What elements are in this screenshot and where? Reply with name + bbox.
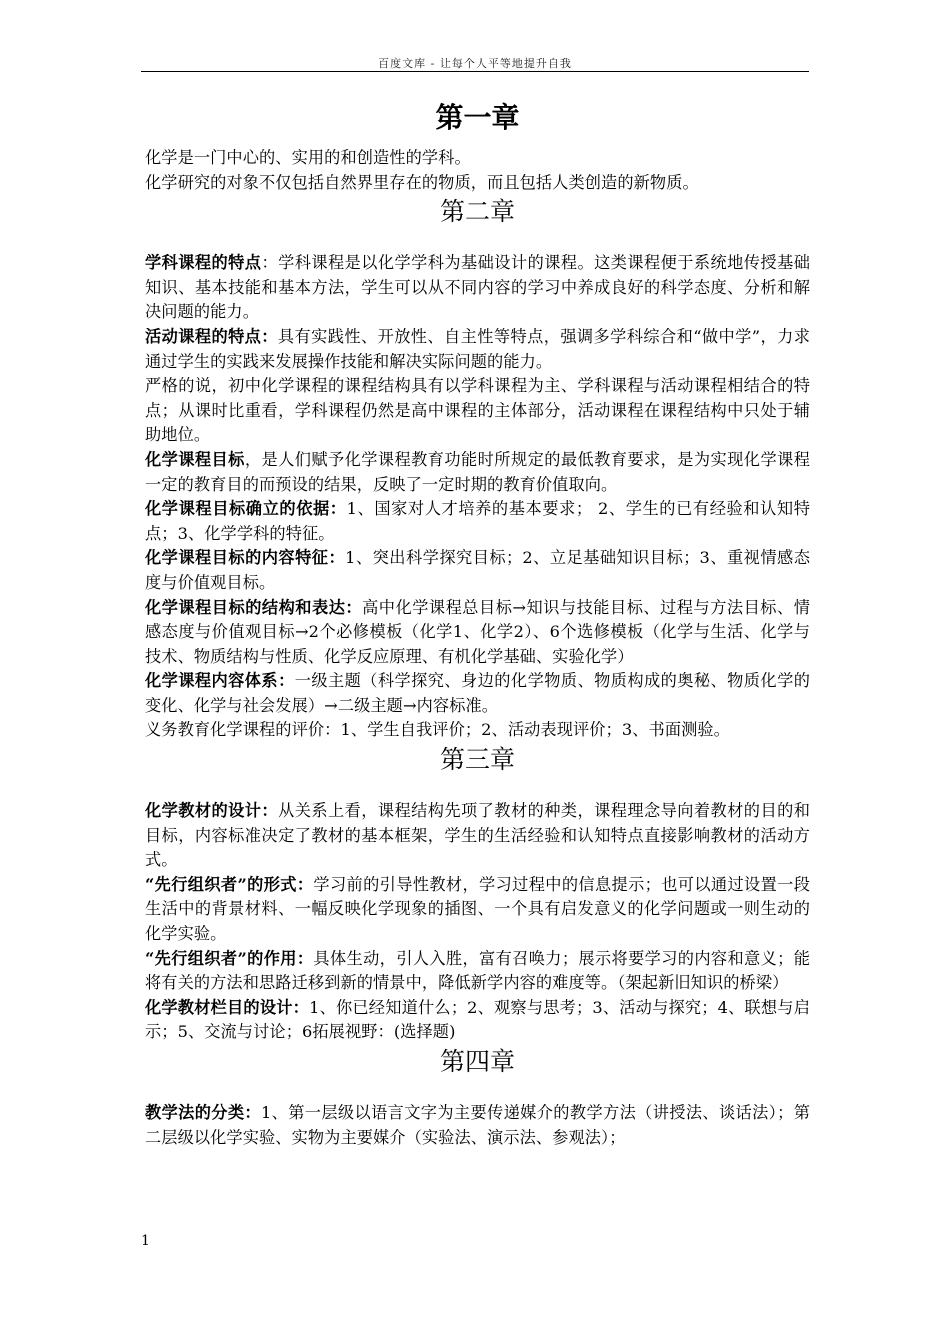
term-text: 一级主题（科学探究、身边的化学物质、物质构成的奥秘、物质化学的变化、化学与社会发展）→二级主题→内容标准。 — [145, 671, 810, 715]
term-text: 高中化学课程总目标→知识与技能目标、过程与方法目标、情感态度与价值观目标→2个必修模板（化学1、化学2）、6个选修模板（化学与生活、化学与技术、物质结构与性质、化学反应原理、有机化学基础、实验化学） — [145, 597, 810, 666]
term-text: 1、第一层级以语言文字为主要传递媒介的教学方法（讲授法、谈话法）；第二层级以化学实验、实物为主要媒介（实验法、演示法、参观法）； — [145, 1103, 810, 1147]
page-header: 百度文库 - 让每个人平等地提升自我 — [378, 57, 572, 70]
ch2-paragraph — [145, 251, 810, 325]
ch2-paragraph — [145, 596, 810, 670]
term-label: 化学教材的设计： — [145, 801, 279, 821]
term-text: 学习前的引导性教材，学习过程中的信息提示；也可以通过设置一段生活中的背景材料、一幅反映化学现象的插图、一个具有启发意义的化学问题或一则生动的化学实验。 — [145, 874, 810, 944]
ch2-paragraph — [145, 546, 810, 595]
term-text: 具体生动，引人入胜，富有召唤力；展示将要学习的内容和意义；能将有关的方法和思路迁移到新的情景中，降低新学内容的难度等。（架起新旧知识的桥梁） — [145, 948, 810, 993]
term-text: ：学科课程是以化学学科为基础设计的课程。这类课程便于系统地传授基础知识、基本技能和基本方法，学生可以从不同内容的学习中养成良好的科学态度、分析和解决问题的能力。 — [145, 253, 810, 322]
term-label: 学科课程的特点 — [145, 253, 262, 273]
ch2-paragraph — [145, 669, 810, 718]
ch2-paragraph — [145, 448, 810, 497]
chapter-4-title: 第四章 — [439, 1047, 515, 1076]
page-number: 1 — [141, 1233, 150, 1249]
header-rule — [141, 71, 809, 72]
document-body — [145, 98, 810, 1150]
chapter-2-title: 第二章 — [439, 197, 515, 227]
term-label: 化学教材栏目的设计： — [145, 997, 310, 1017]
term-label: 化学课程目标 — [145, 449, 245, 469]
ch3-paragraph — [145, 996, 810, 1045]
term-label: 教学法的分类： — [145, 1103, 261, 1122]
ch1-paragraph: 化学研究的对象不仅包括自然界里存在的物质，而且包括人类创造的新物质。 — [145, 172, 699, 192]
ch2-paragraph — [145, 325, 810, 374]
term-label: 活动课程的特点： — [145, 326, 278, 346]
chapter-1-title: 第一章 — [435, 101, 520, 134]
term-label: “先行组织者”的作用： — [145, 948, 314, 968]
term-label: 化学课程目标的内容特征： — [145, 548, 346, 568]
term-text: 具有实践性、开放性、自主性等特点，强调多学科综合和“做中学”，力求通过学生的实践来发展操作技能和解决实际问题的能力。 — [145, 326, 810, 371]
term-text: 从关系上看，课程结构先项了教材的种类，课程理念导向着教材的目的和目标，内容标准决定了教材的基本框架，学生的生活经验和认知特点直接影响教材的活动方式。 — [145, 801, 810, 870]
ch2-paragraph: 义务教育化学课程的评价：1、学生自我评价；2、活动表现评价；3、书面测验。 — [145, 720, 730, 740]
ch3-paragraph — [145, 799, 810, 873]
chapter-3-title: 第三章 — [439, 745, 515, 775]
ch3-paragraph — [145, 873, 810, 947]
term-label: 化学课程目标确立的依据： — [145, 499, 347, 519]
term-text: 1、突出科学探究目标；2、立足基础知识目标；3、重视情感态度与价值观目标。 — [145, 548, 811, 592]
term-label: “先行组织者”的形式： — [145, 874, 314, 894]
ch4-paragraph — [145, 1101, 810, 1150]
term-text: 1、你已经知道什么；2、观察与思考；3、活动与探究；4、联想与启示；5、交流与讨论；6拓展视野：(选择题) — [145, 997, 810, 1042]
ch2-paragraph — [145, 497, 810, 546]
ch1-paragraph: 化学是一门中心的、实用的和创造性的学科。 — [145, 148, 471, 167]
term-text: ，是人们赋予化学课程教育功能时所规定的最低教育要求，是为实现化学课程一定的教育目的而预设的结果，反映了一定时期的教育价值取向。 — [145, 449, 810, 494]
ch2-paragraph: 严格的说，初中化学课程的课程结构具有以学科课程为主、学科课程与活动课程相结合的特点；从课时比重看，学科课程仍然是高中课程的主体部分，活动课程在课程结构中只处于辅助地位。 — [145, 376, 810, 445]
term-label: 化学课程目标的结构和表达： — [145, 597, 363, 617]
ch3-paragraph — [145, 947, 810, 996]
term-text: 1、国家对人才培养的基本要求； 2、学生的已有经验和认知特点；3、化学学科的特征。 — [145, 499, 810, 543]
term-label: 化学课程内容体系： — [145, 671, 295, 691]
